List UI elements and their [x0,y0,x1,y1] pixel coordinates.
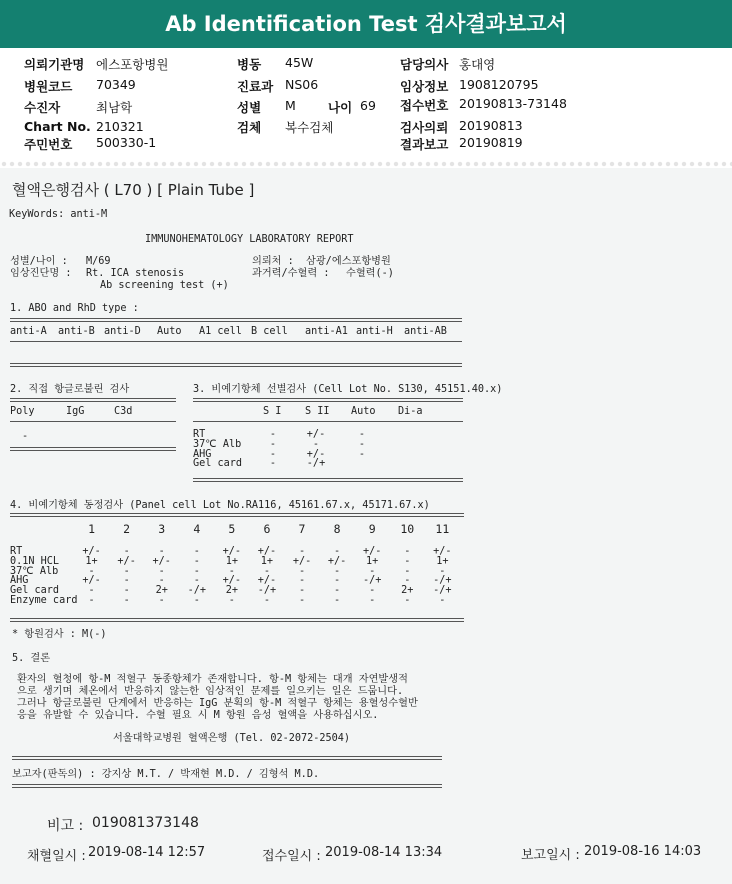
patient-header [0,48,732,160]
panel-cell: - [158,565,165,577]
screening-cell [383,440,463,450]
panel-cell: - [123,594,130,606]
dat-col-igg: IgG [66,406,85,417]
panel-column-header: 6 [263,522,271,537]
panel-cell: - [123,565,130,577]
panel-column-header: 7 [298,522,306,537]
hospital-code-label: 병원코드 [24,79,73,94]
panel-column-header: 5 [228,522,236,537]
screening-cell: +/- [306,448,326,460]
panel-cell: - [123,575,130,587]
panel-header-corner [10,522,74,538]
panel-table [10,522,464,606]
panel-cell: - [334,546,341,557]
receipt-no-value: 20190813-73148 [459,96,567,111]
panel-cell: - [369,585,376,597]
ward-value: 45W [285,55,314,70]
screening-cell: - [358,429,366,440]
rule-line [10,618,464,622]
history-label: 과거력/수혈력 : [252,268,330,279]
panel-cell: - [193,575,200,587]
panel-cell: - [123,546,130,557]
rule-line [10,447,176,451]
result-report-label: 결과보고 [400,137,449,152]
clinical-info-value: 1908120795 [459,77,539,92]
dat-col-poly: Poly [10,406,35,417]
age-label: 나이 [328,100,353,115]
panel-cell: 1+ [225,555,238,567]
panel-cell: - [88,585,95,597]
screening-cell: -/+ [306,458,326,470]
patient-label: 수진자 [24,100,61,115]
screen-col-dia: Di-a [398,406,423,417]
report-title: Ab Identification Test 검사결과보고서 [0,0,732,48]
screening-row [193,440,463,450]
receipt-time-label: 접수일시 : [262,849,321,864]
panel-cell: - [334,594,341,606]
panel-column-header: 3 [158,522,166,537]
lab-report-title: IMMUNOHEMATOLOGY LABORATORY REPORT [145,234,354,245]
panel-cell: - [193,546,200,557]
panel-cell: - [228,594,235,606]
abo-col-anti-a1: anti-A1 [305,326,348,337]
panel-cell: - [404,575,411,587]
test-request-value: 20190813 [459,118,523,133]
panel-cell: 2+ [155,585,168,597]
history-value: 수혈력(-) [346,268,394,279]
panel-cell: - [263,594,271,606]
dat-poly-value: - [22,431,29,442]
panel-cell: +/- [257,575,277,587]
rule-line [10,513,464,517]
hospital-code-value: 70349 [96,77,136,92]
panel-column-header: 8 [333,522,341,537]
conclusion-line: 그러나 항글로불린 단계에서 반응하는 IgG 분획의 항-M 적혈구 항체는 용혈성수혈반 [17,698,418,709]
specimen-label: 검체 [237,120,262,135]
antigen-test: * 항원검사 : M(-) [12,629,107,640]
panel-cell: +/- [82,575,101,587]
blood-bank-contact: 서울대학교병원 혈액은행 (Tel. 02-2072-2504) [113,733,351,744]
panel-cell: - [334,565,341,577]
panel-cell: -/+ [433,575,452,587]
department-label: 진료과 [237,79,274,94]
panel-cell: -/+ [187,585,206,597]
screening-row-label: 37℃ Alb [193,438,242,450]
panel-cell: - [334,585,341,597]
conclusion-line: 으로 생기며 체온에서 반응하지 않는한 임상적인 문제를 일으키는 일은 드뭅니다. [17,686,404,697]
panel-cell: - [123,585,130,597]
abo-col-anti-d: anti-D [104,326,141,337]
collection-time-value: 2019-08-14 12:57 [88,845,206,860]
panel-cell: - [298,585,306,597]
diagnosis-line-2: Ab screening test (+) [100,280,229,291]
panel-cell: - [193,555,200,567]
rule-line [193,478,463,482]
panel-cell: - [404,555,411,567]
screening-cell [383,459,463,469]
panel-cell: 1+ [366,555,379,567]
panel-cell: +/- [362,546,382,557]
screening-row [193,459,463,469]
rule-line [10,363,462,367]
doctor-value: 홍대영 [459,57,496,72]
panel-column-header: 11 [435,522,450,537]
panel-column-header: 1 [88,522,96,537]
panel-cell: +/- [433,546,452,557]
panel-row-label: RT [10,546,23,557]
patient-value: 최남학 [96,100,133,115]
panel-row [10,557,464,567]
panel-cell: +/- [257,546,277,557]
panel-column-header: 2 [123,522,131,537]
screening-cell: - [312,438,320,450]
panel-cell: 1+ [260,555,274,567]
conclusion-line: 응을 유발할 수 있습니다. 수혈 필요 시 M 항원 음성 혈액을 사용하십시오. [17,710,379,721]
panel-cell: - [298,565,306,577]
org-value: 에스포항병원 [96,57,169,72]
panel-cell: - [263,565,271,577]
panel-cell: 1+ [85,555,98,567]
rule-line [10,318,462,322]
perforation-divider [0,160,732,168]
abo-col-anti-h: anti-H [356,326,393,337]
panel-cell: - [193,565,200,577]
screening-cell: - [269,438,277,450]
panel-cell: - [158,546,165,557]
panel-cell: +/- [327,555,347,567]
requester-value: 삼광/에스포항병원 [306,256,391,267]
result-report-value: 20190819 [459,135,523,150]
panel-cell: -/+ [257,585,277,597]
abo-col-a1-cell: A1 cell [199,326,242,337]
rule-line [12,756,442,760]
requester-label: 의뢰처 : [252,256,294,267]
panel-column-header: 4 [193,522,201,537]
screening-cell [341,459,383,469]
panel-row [10,596,464,606]
department-value: NS06 [285,77,319,92]
panel-cell: - [88,594,95,606]
screening-cell: - [269,458,277,470]
diagnosis-label: 임상진단명 : [10,268,72,279]
conclusion-title: 5. 결론 [12,653,51,664]
note-value: 019081373148 [92,815,199,831]
screening-row-label: RT [193,429,206,440]
panel-column-header: 10 [400,522,415,537]
panel-cell: - [369,594,376,606]
keywords: KeyWords: anti-M [9,209,108,220]
conclusion-line: 환자의 혈청에 항-M 적혈구 동종항체가 존재합니다. 항-M 항체는 대개 자연발생적 [17,674,408,685]
panel-cell: - [334,575,341,587]
screening-row-label: Gel card [193,458,243,470]
abo-col-anti-a: anti-A [10,326,47,337]
panel-cell: - [158,575,165,587]
report-time-label: 보고일시 : [521,848,580,863]
clinical-info-label: 임상정보 [400,79,449,94]
rule-line [10,421,176,422]
reporters: 보고자(판독의) : 강지상 M.T. / 박재현 M.D. / 김형석 M.D. [12,769,320,780]
ward-label: 병동 [237,57,262,72]
panel-cell: 1+ [436,555,449,567]
panel-cell: - [158,594,165,606]
abo-col-anti-ab: anti-AB [404,326,447,337]
panel-row-label: AHG [10,575,29,587]
panel-cell: - [88,565,95,577]
receipt-time-value: 2019-08-14 13:34 [325,845,443,860]
chart-no-value: 210321 [96,119,144,134]
screening-table [193,430,463,469]
panel-title: 4. 비예기항체 동정검사 (Panel cell Lot No.RA116, 45161.67.x, 45171.67.x) [10,500,430,511]
screening-cell: - [358,438,366,450]
panel-row-label: 0.1N HCL [10,555,60,567]
test-request-label: 검사의뢰 [400,120,449,135]
doctor-label: 담당의사 [400,57,449,72]
panel-cell: - [439,594,446,606]
panel-cell: +/- [117,555,136,567]
panel-cell: +/- [222,546,242,557]
dat-col-c3d: C3d [114,406,133,417]
panel-cell: - [298,575,306,587]
panel-cell: - [298,546,306,557]
abo-col-auto: Auto [157,326,182,337]
screening-cell: - [269,448,277,460]
panel-cell: - [404,594,411,606]
screen-col-auto: Auto [351,406,376,417]
rule-line [10,341,462,342]
report-time-value: 2019-08-16 14:03 [584,844,702,859]
panel-cell: - [404,546,411,557]
rule-line [193,421,463,422]
abo-col-b-cell: B cell [251,326,288,337]
receipt-no-label: 접수번호 [400,98,449,113]
panel-cell: - [298,594,306,606]
resident-no-value: 500330-1 [96,135,157,150]
screen-col-s2: S II [305,406,330,417]
panel-cell: +/- [82,546,101,557]
sex-age-value: M/69 [86,256,111,267]
sex-value: M [285,98,296,113]
abo-rhd-title: 1. ABO and RhD type : [10,303,139,314]
panel-row [10,586,464,596]
panel-cell: - [193,594,200,606]
test-heading: 혈액은행검사 ( L70 ) [ Plain Tube ] [12,181,255,199]
age-value: 69 [360,98,376,113]
panel-cell: +/- [152,555,171,567]
resident-no-label: 주민번호 [24,137,73,152]
diagnosis-line-1: Rt. ICA stenosis [86,268,185,279]
panel-cell: 2+ [401,585,414,597]
rule-line [12,784,442,788]
panel-column-header: 9 [368,522,376,537]
screening-title: 3. 비예기항체 선별검사 (Cell Lot No. S130, 45151.40.x) [193,384,503,395]
specimen-value: 복수검체 [285,120,334,135]
rule-line [193,398,463,402]
panel-cell: 2+ [225,585,238,597]
panel-cell: - [439,565,446,577]
panel-cell: - [404,565,411,577]
screening-cell: - [358,448,366,460]
panel-cell: -/+ [433,585,452,597]
chart-no-label: Chart No. [24,119,91,134]
screening-cell: - [269,429,277,440]
panel-cell: - [228,565,235,577]
panel-cell: -/+ [362,575,382,587]
note-label: 비고 : [47,818,84,834]
dat-title: 2. 직접 항글로불린 검사 [10,384,130,395]
panel-row-label: Enzyme card [10,594,78,606]
org-label: 의뢰기관명 [24,57,85,72]
screening-cell [383,450,463,460]
abo-col-anti-b: anti-B [58,326,95,337]
sex-age-label: 성별/나이 : [10,256,68,267]
collection-time-label: 채혈일시 : [27,849,86,864]
panel-row-label: 37℃ Alb [10,565,59,577]
panel-row-label: Gel card [10,585,60,597]
screening-row-label: AHG [193,448,212,460]
screening-cell [383,430,463,440]
screening-cell: +/- [306,429,326,440]
panel-cell: - [369,565,376,577]
rule-line [10,398,176,402]
panel-cell: +/- [222,575,242,587]
panel-cell: +/- [292,555,312,567]
sex-label: 성별 [237,100,262,115]
screen-col-s1: S I [263,406,282,417]
